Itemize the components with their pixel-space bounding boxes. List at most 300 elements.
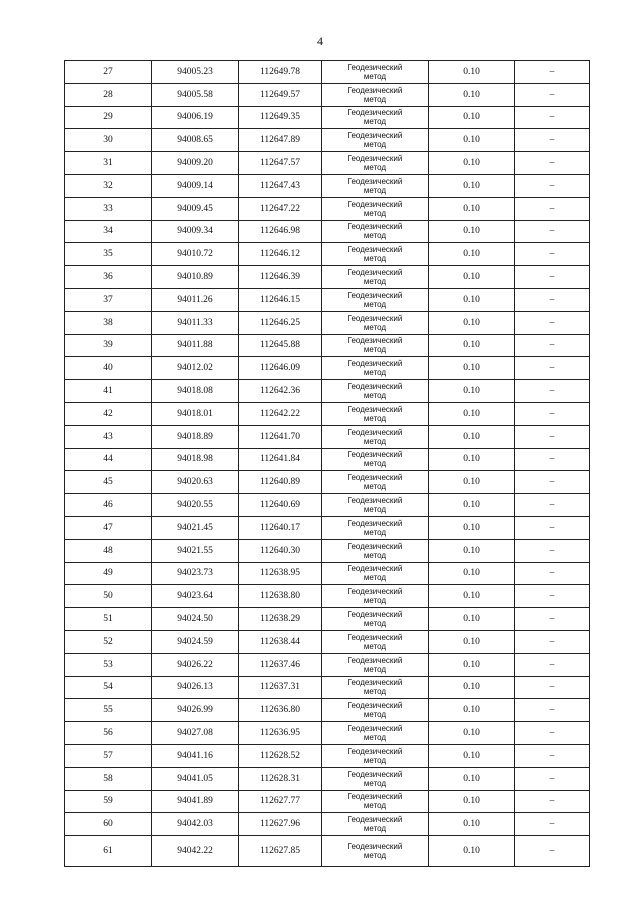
y-coordinate-cell: 112642.22 (239, 402, 322, 425)
method-cell (322, 562, 429, 585)
method-cell (322, 402, 429, 425)
y-coordinate-cell: 112628.52 (239, 744, 322, 767)
accuracy-cell: 0.10 (429, 61, 515, 84)
table-row (65, 699, 590, 722)
accuracy-cell: 0.10 (429, 585, 515, 608)
table-row (65, 653, 590, 676)
note-cell: – (515, 585, 590, 608)
table-row (65, 608, 590, 631)
y-coordinate-cell: 112646.39 (239, 266, 322, 289)
table-row (65, 676, 590, 699)
accuracy-cell: 0.10 (429, 699, 515, 722)
method-cell (322, 174, 429, 197)
accuracy-cell: 0.10 (429, 494, 515, 517)
x-coordinate-cell: 94023.73 (152, 562, 239, 585)
method-line1: Геодезический (347, 154, 403, 164)
x-coordinate-cell: 94018.01 (152, 402, 239, 425)
note-cell: – (515, 380, 590, 403)
method-line2: метод (363, 345, 387, 355)
note-cell: – (515, 83, 590, 106)
y-coordinate-cell: 112641.84 (239, 448, 322, 471)
x-coordinate-cell: 94018.98 (152, 448, 239, 471)
x-coordinate-cell: 94020.63 (152, 471, 239, 494)
table-row (65, 448, 590, 471)
y-coordinate-cell: 112645.88 (239, 334, 322, 357)
note-cell: – (515, 653, 590, 676)
table-row (65, 129, 590, 152)
coordinates-table-body (65, 61, 590, 867)
table-row (65, 494, 590, 517)
method-line1: Геодезический (347, 62, 403, 72)
method-line1: Геодезический (347, 769, 403, 779)
y-coordinate-cell: 112641.70 (239, 425, 322, 448)
note-cell: – (515, 243, 590, 266)
x-coordinate-cell: 94009.20 (152, 152, 239, 175)
note-cell: – (515, 699, 590, 722)
method-cell (322, 790, 429, 813)
method-line2: метод (363, 733, 387, 742)
x-coordinate-cell: 94009.45 (152, 197, 239, 220)
note-cell: – (515, 813, 590, 836)
table-row (65, 106, 590, 129)
point-number-cell: 39 (65, 334, 152, 357)
table-row (65, 425, 590, 448)
y-coordinate-cell: 112638.44 (239, 630, 322, 653)
accuracy-cell: 0.10 (429, 380, 515, 403)
method-line2: метод (363, 755, 387, 765)
y-coordinate-cell: 112627.85 (239, 836, 322, 867)
table-row (65, 767, 590, 790)
note-cell: – (515, 608, 590, 631)
method-cell (322, 83, 429, 106)
y-coordinate-cell: 112637.46 (239, 653, 322, 676)
method-line2: метод (363, 208, 387, 218)
method-cell (322, 106, 429, 129)
y-coordinate-cell: 112647.89 (239, 129, 322, 152)
point-number-cell: 43 (65, 425, 152, 448)
x-coordinate-cell: 94012.02 (152, 357, 239, 380)
note-cell: – (515, 288, 590, 311)
method-line2: метод (363, 619, 387, 629)
point-number-cell: 55 (65, 699, 152, 722)
method-line2: метод (363, 254, 387, 264)
method-cell (322, 266, 429, 289)
y-coordinate-cell: 112649.35 (239, 106, 322, 129)
point-number-cell: 58 (65, 767, 152, 790)
accuracy-cell: 0.10 (429, 311, 515, 334)
point-number-cell: 53 (65, 653, 152, 676)
note-cell: – (515, 630, 590, 653)
method-line1: Геодезический (347, 815, 403, 825)
table-row (65, 516, 590, 539)
note-cell: – (515, 539, 590, 562)
method-line1: Геодезический (347, 359, 403, 369)
method-line1: Геодезический (347, 313, 403, 323)
method-line2: метод (363, 824, 387, 834)
accuracy-cell: 0.10 (429, 744, 515, 767)
accuracy-cell: 0.10 (429, 608, 515, 631)
note-cell: – (515, 425, 590, 448)
table-row (65, 630, 590, 653)
method-line1: Геодезический (347, 496, 403, 506)
table-row (65, 266, 590, 289)
x-coordinate-cell: 94026.22 (152, 653, 239, 676)
method-line1: Геодезический (347, 678, 403, 688)
accuracy-cell: 0.10 (429, 106, 515, 129)
x-coordinate-cell: 94010.89 (152, 266, 239, 289)
point-number-cell: 49 (65, 562, 152, 585)
x-coordinate-cell: 94010.72 (152, 243, 239, 266)
table-row (65, 61, 590, 84)
method-line1: Геодезический (347, 245, 403, 255)
y-coordinate-cell: 112638.29 (239, 608, 322, 631)
method-line1: Геодезический (347, 518, 403, 528)
method-cell (322, 516, 429, 539)
method-cell (322, 744, 429, 767)
method-line1: Геодезический (347, 792, 403, 802)
accuracy-cell: 0.10 (429, 334, 515, 357)
accuracy-cell: 0.10 (429, 220, 515, 243)
method-line2: метод (363, 710, 387, 720)
y-coordinate-cell: 112640.17 (239, 516, 322, 539)
x-coordinate-cell: 94011.33 (152, 311, 239, 334)
accuracy-cell: 0.10 (429, 243, 515, 266)
point-number-cell: 47 (65, 516, 152, 539)
method-line2: метод (363, 641, 387, 651)
table-row (65, 174, 590, 197)
method-line2: метод (363, 482, 387, 492)
point-number-cell: 61 (65, 836, 152, 867)
method-line1: Геодезический (347, 701, 403, 711)
method-line2: метод (363, 163, 387, 173)
method-line2: метод (363, 391, 387, 401)
method-line2: метод (363, 851, 387, 861)
note-cell: – (515, 767, 590, 790)
accuracy-cell: 0.10 (429, 516, 515, 539)
note-cell: – (515, 402, 590, 425)
accuracy-cell: 0.10 (429, 197, 515, 220)
y-coordinate-cell: 112627.96 (239, 813, 322, 836)
method-line2: метод (363, 140, 387, 150)
y-coordinate-cell: 112646.25 (239, 311, 322, 334)
note-cell: – (515, 836, 590, 867)
table-row (65, 722, 590, 745)
table-row (65, 197, 590, 220)
note-cell: – (515, 790, 590, 813)
point-number-cell: 54 (65, 676, 152, 699)
x-coordinate-cell: 94008.65 (152, 129, 239, 152)
point-number-cell: 38 (65, 311, 152, 334)
accuracy-cell: 0.10 (429, 425, 515, 448)
point-number-cell: 52 (65, 630, 152, 653)
x-coordinate-cell: 94020.55 (152, 494, 239, 517)
method-line2: метод (363, 664, 387, 674)
x-coordinate-cell: 94021.45 (152, 516, 239, 539)
method-line1: Геодезический (347, 473, 403, 483)
method-line2: метод (363, 527, 387, 537)
point-number-cell: 37 (65, 288, 152, 311)
x-coordinate-cell: 94011.26 (152, 288, 239, 311)
method-line2: метод (363, 505, 387, 515)
table-row (65, 402, 590, 425)
x-coordinate-cell: 94024.59 (152, 630, 239, 653)
method-line1: Геодезический (347, 404, 403, 414)
point-number-cell: 36 (65, 266, 152, 289)
table-row (65, 744, 590, 767)
method-cell (322, 676, 429, 699)
note-cell: – (515, 448, 590, 471)
y-coordinate-cell: 112627.77 (239, 790, 322, 813)
method-cell (322, 311, 429, 334)
y-coordinate-cell: 112647.22 (239, 197, 322, 220)
note-cell: – (515, 334, 590, 357)
note-cell: – (515, 516, 590, 539)
accuracy-cell: 0.10 (429, 653, 515, 676)
method-cell (322, 380, 429, 403)
note-cell: – (515, 197, 590, 220)
method-cell (322, 448, 429, 471)
x-coordinate-cell: 94018.08 (152, 380, 239, 403)
method-cell (322, 357, 429, 380)
point-number-cell: 41 (65, 380, 152, 403)
accuracy-cell: 0.10 (429, 357, 515, 380)
table-row (65, 311, 590, 334)
table-row (65, 334, 590, 357)
accuracy-cell: 0.10 (429, 174, 515, 197)
method-cell (322, 585, 429, 608)
method-cell (322, 334, 429, 357)
method-line2: метод (363, 299, 387, 309)
method-line1: Геодезический (347, 724, 403, 733)
method-line1: Геодезический (347, 610, 403, 620)
method-cell (322, 630, 429, 653)
method-line1: Геодезический (347, 199, 403, 209)
point-number-cell: 35 (65, 243, 152, 266)
note-cell: – (515, 744, 590, 767)
x-coordinate-cell: 94021.55 (152, 539, 239, 562)
x-coordinate-cell: 94011.88 (152, 334, 239, 357)
note-cell: – (515, 562, 590, 585)
accuracy-cell: 0.10 (429, 813, 515, 836)
point-number-cell: 45 (65, 471, 152, 494)
point-number-cell: 27 (65, 61, 152, 84)
table-row (65, 471, 590, 494)
method-line1: Геодезический (347, 290, 403, 300)
point-number-cell: 51 (65, 608, 152, 631)
y-coordinate-cell: 112640.69 (239, 494, 322, 517)
method-cell (322, 836, 429, 867)
page-number: 4 (317, 34, 323, 48)
table-row (65, 380, 590, 403)
table-row (65, 220, 590, 243)
y-coordinate-cell: 112638.95 (239, 562, 322, 585)
method-line1: Геодезический (347, 268, 403, 278)
table-row (65, 288, 590, 311)
accuracy-cell: 0.10 (429, 630, 515, 653)
point-number-cell: 48 (65, 539, 152, 562)
method-cell (322, 61, 429, 84)
method-line2: метод (363, 413, 387, 423)
x-coordinate-cell: 94009.14 (152, 174, 239, 197)
y-coordinate-cell: 112646.09 (239, 357, 322, 380)
table-row (65, 83, 590, 106)
method-cell (322, 767, 429, 790)
x-coordinate-cell: 94026.13 (152, 676, 239, 699)
method-line1: Геодезический (347, 131, 403, 141)
note-cell: – (515, 129, 590, 152)
accuracy-cell: 0.10 (429, 288, 515, 311)
note-cell: – (515, 676, 590, 699)
note-cell: – (515, 152, 590, 175)
method-line1: Геодезический (347, 842, 403, 852)
method-line1: Геодезический (347, 176, 403, 186)
point-number-cell: 32 (65, 174, 152, 197)
x-coordinate-cell: 94006.19 (152, 106, 239, 129)
note-cell: – (515, 106, 590, 129)
x-coordinate-cell: 94024.50 (152, 608, 239, 631)
method-line1: Геодезический (347, 85, 403, 95)
method-line1: Геодезический (347, 108, 403, 118)
table-row (65, 562, 590, 585)
method-line1: Геодезический (347, 632, 403, 642)
method-cell (322, 129, 429, 152)
method-cell (322, 220, 429, 243)
accuracy-cell: 0.10 (429, 129, 515, 152)
point-number-cell: 56 (65, 722, 152, 745)
table-row (65, 813, 590, 836)
table-row (65, 152, 590, 175)
point-number-cell: 29 (65, 106, 152, 129)
method-line2: метод (363, 231, 387, 241)
accuracy-cell: 0.10 (429, 790, 515, 813)
y-coordinate-cell: 112646.98 (239, 220, 322, 243)
method-line2: метод (363, 277, 387, 287)
accuracy-cell: 0.10 (429, 562, 515, 585)
method-line1: Геодезический (347, 222, 403, 232)
method-line2: метод (363, 71, 387, 81)
method-line1: Геодезический (347, 382, 403, 392)
method-line2: метод (363, 801, 387, 811)
method-cell (322, 152, 429, 175)
method-line2: метод (363, 459, 387, 469)
point-number-cell: 42 (65, 402, 152, 425)
note-cell: – (515, 357, 590, 380)
point-number-cell: 46 (65, 494, 152, 517)
method-line2: метод (363, 185, 387, 195)
point-number-cell: 57 (65, 744, 152, 767)
point-number-cell: 60 (65, 813, 152, 836)
method-line2: метод (363, 596, 387, 606)
method-line1: Геодезический (347, 587, 403, 597)
x-coordinate-cell: 94023.64 (152, 585, 239, 608)
method-cell (322, 425, 429, 448)
accuracy-cell: 0.10 (429, 402, 515, 425)
method-cell (322, 197, 429, 220)
note-cell: – (515, 311, 590, 334)
x-coordinate-cell: 94018.89 (152, 425, 239, 448)
point-number-cell: 33 (65, 197, 152, 220)
y-coordinate-cell: 112649.57 (239, 83, 322, 106)
coordinates-table (64, 60, 590, 867)
method-line1: Геодезический (347, 746, 403, 756)
y-coordinate-cell: 112642.36 (239, 380, 322, 403)
point-number-cell: 44 (65, 448, 152, 471)
method-cell (322, 608, 429, 631)
point-number-cell: 31 (65, 152, 152, 175)
x-coordinate-cell: 94041.89 (152, 790, 239, 813)
point-number-cell: 50 (65, 585, 152, 608)
method-line1: Геодезический (347, 450, 403, 460)
method-line2: метод (363, 436, 387, 446)
accuracy-cell: 0.10 (429, 767, 515, 790)
y-coordinate-cell: 112637.31 (239, 676, 322, 699)
table-row (65, 243, 590, 266)
method-cell (322, 699, 429, 722)
y-coordinate-cell: 112647.57 (239, 152, 322, 175)
method-cell (322, 653, 429, 676)
accuracy-cell: 0.10 (429, 83, 515, 106)
x-coordinate-cell: 94026.99 (152, 699, 239, 722)
x-coordinate-cell: 94009.34 (152, 220, 239, 243)
note-cell: – (515, 471, 590, 494)
method-cell (322, 471, 429, 494)
method-line2: метод (363, 778, 387, 788)
note-cell: – (515, 220, 590, 243)
x-coordinate-cell: 94041.05 (152, 767, 239, 790)
method-cell (322, 494, 429, 517)
method-line2: метод (363, 368, 387, 378)
method-line1: Геодезический (347, 541, 403, 551)
method-line2: метод (363, 94, 387, 104)
accuracy-cell: 0.10 (429, 448, 515, 471)
y-coordinate-cell: 112636.80 (239, 699, 322, 722)
y-coordinate-cell: 112646.15 (239, 288, 322, 311)
point-number-cell: 59 (65, 790, 152, 813)
y-coordinate-cell: 112640.89 (239, 471, 322, 494)
y-coordinate-cell: 112640.30 (239, 539, 322, 562)
point-number-cell: 28 (65, 83, 152, 106)
x-coordinate-cell: 94041.16 (152, 744, 239, 767)
y-coordinate-cell: 112638.80 (239, 585, 322, 608)
x-coordinate-cell: 94042.22 (152, 836, 239, 867)
method-cell (322, 288, 429, 311)
method-cell (322, 539, 429, 562)
y-coordinate-cell: 112636.95 (239, 722, 322, 745)
method-cell (322, 243, 429, 266)
accuracy-cell: 0.10 (429, 836, 515, 867)
accuracy-cell: 0.10 (429, 152, 515, 175)
note-cell: – (515, 174, 590, 197)
method-line1: Геодезический (347, 655, 403, 665)
point-number-cell: 40 (65, 357, 152, 380)
table-row (65, 790, 590, 813)
method-line2: метод (363, 117, 387, 127)
accuracy-cell: 0.10 (429, 722, 515, 745)
method-line2: метод (363, 573, 387, 583)
accuracy-cell: 0.10 (429, 471, 515, 494)
y-coordinate-cell: 112647.43 (239, 174, 322, 197)
method-cell (322, 722, 429, 745)
note-cell: – (515, 494, 590, 517)
method-cell (322, 813, 429, 836)
x-coordinate-cell: 94027.08 (152, 722, 239, 745)
y-coordinate-cell: 112649.78 (239, 61, 322, 84)
accuracy-cell: 0.10 (429, 266, 515, 289)
accuracy-cell: 0.10 (429, 539, 515, 562)
x-coordinate-cell: 94042.03 (152, 813, 239, 836)
x-coordinate-cell: 94005.23 (152, 61, 239, 84)
method-line2: метод (363, 550, 387, 560)
